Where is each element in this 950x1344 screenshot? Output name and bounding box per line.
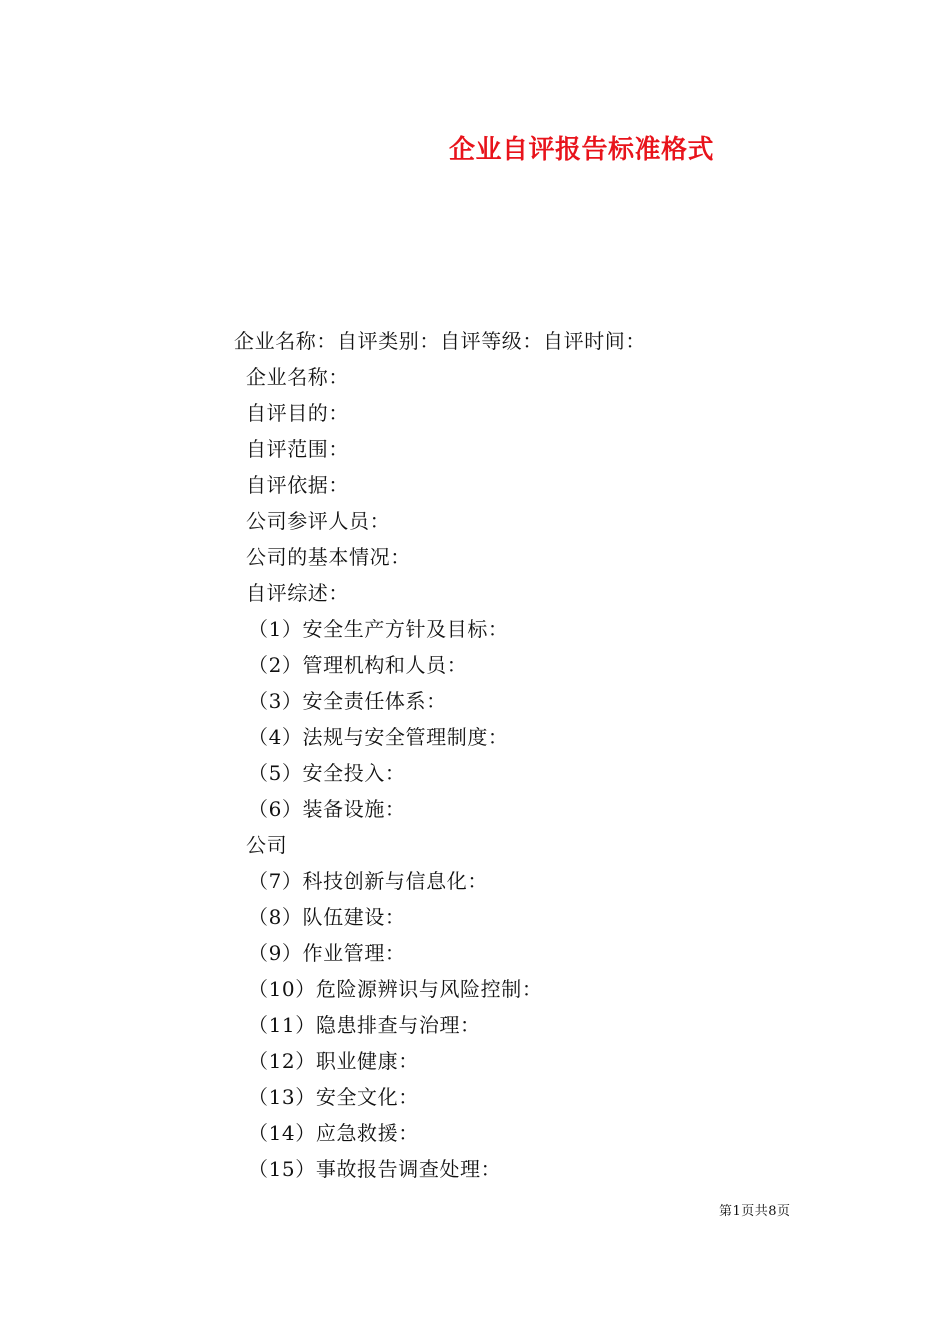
numbered-item: （2）管理机构和人员： [248,653,468,677]
numbered-item: （14）应急救援： [248,1121,419,1145]
numbered-item: （1）安全生产方针及目标： [248,617,509,641]
page-number-footer: 第1页共8页 [719,1204,791,1219]
section-line: 公司参评人员： [246,509,391,533]
numbered-item: （3）安全责任体系： [248,689,447,713]
section-line: 自评依据： [246,473,349,497]
numbered-item: （8）队伍建设： [248,905,406,929]
header-fields-line: 企业名称：自评类别：自评等级：自评时间： [234,329,646,353]
numbered-item: （9）作业管理： [248,941,406,965]
numbered-item: （7）科技创新与信息化： [248,869,488,893]
section-line: 企业名称： [246,365,349,389]
numbered-item: （12）职业健康： [248,1049,419,1073]
numbered-item: （4）法规与安全管理制度： [248,725,509,749]
numbered-item: （6）装备设施： [248,797,406,821]
section-list [246,362,846,1190]
numbered-item: （15）事故报告调查处理： [248,1157,502,1181]
document-title: 企业自评报告标准格式 [449,135,715,165]
section-line: 公司 [246,833,288,857]
section-line: 自评范围： [246,437,349,461]
section-line: 自评目的： [246,401,349,425]
numbered-item: （13）安全文化： [248,1085,419,1109]
numbered-item: （10）危险源辨识与风险控制： [248,977,543,1001]
section-line: 公司的基本情况： [246,545,411,569]
numbered-item: （5）安全投入： [248,761,406,785]
section-line: 自评综述： [246,581,349,605]
numbered-item: （11）隐患排查与治理： [248,1013,481,1037]
